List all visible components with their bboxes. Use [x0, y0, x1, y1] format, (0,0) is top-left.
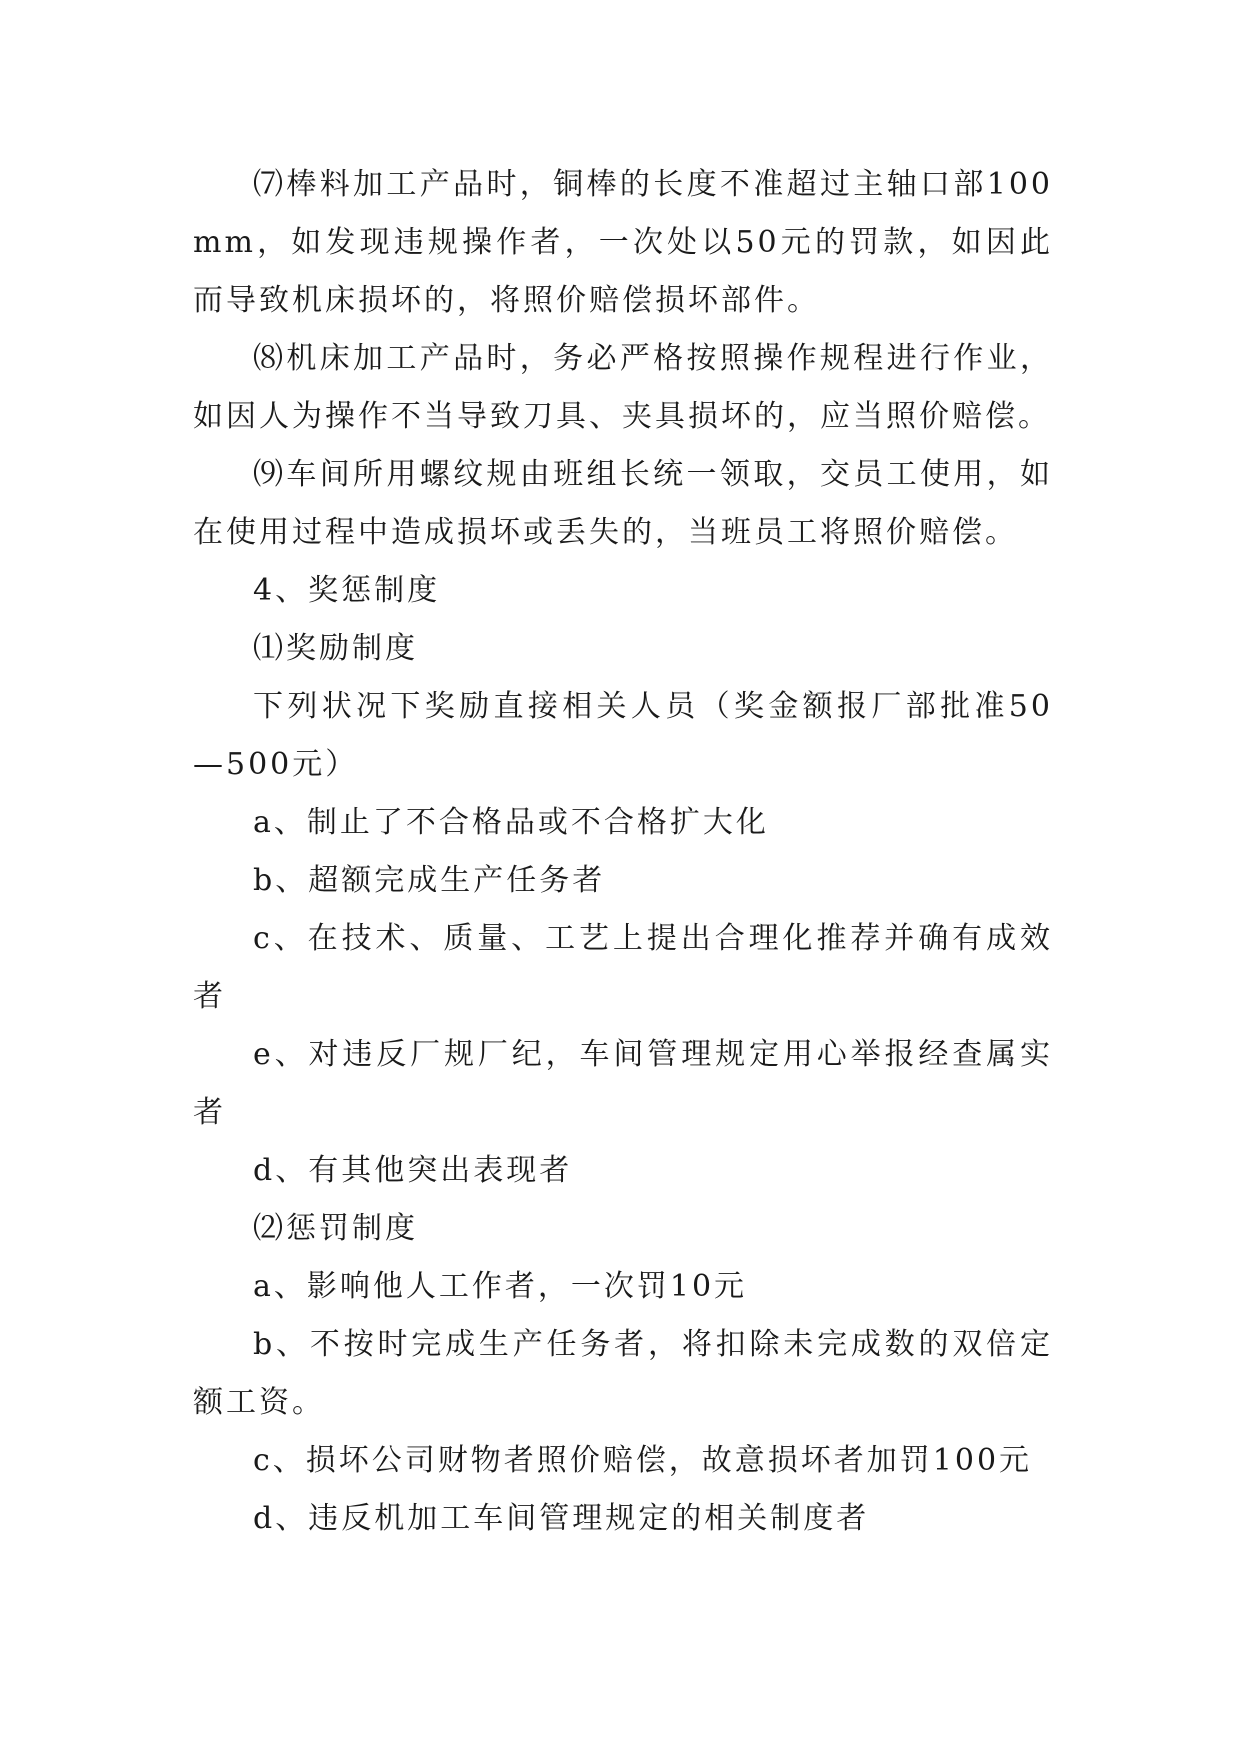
list-item-penalty-b: b、不按时完成生产任务者，将扣除未完成数的双倍定额工资。	[193, 1327, 1053, 1420]
paragraph-rule-9: ⑼车间所用螺纹规由班组长统一领取，交员工使用，如在使用过程中造成损坏或丢失的，当班员工将照价赔偿。	[193, 457, 1053, 550]
list-item-reward-a: a、制止了不合格品或不合格扩大化	[253, 805, 769, 840]
list-item-penalty-a: a、影响他人工作者，一次罚10元	[253, 1269, 748, 1304]
list-item-reward-d: d、有其他突出表现者	[253, 1153, 573, 1188]
list-item-penalty-d: d、违反机加工车间管理规定的相关制度者	[253, 1501, 870, 1536]
subheading-penalty-system: ⑵惩罚制度	[253, 1211, 418, 1246]
section-heading-rewards-penalties: 4、奖惩制度	[253, 573, 441, 608]
paragraph-rule-7: ⑺棒料加工产品时，铜棒的长度不准超过主轴口部100mm，如发现违规操作者，一次处以50元的罚款，如因此而导致机床损坏的，将照价赔偿损坏部件。	[193, 167, 1053, 318]
list-item-reward-b: b、超额完成生产任务者	[253, 863, 606, 898]
list-item-reward-c: c、在技术、质量、工艺上提出合理化推荐并确有成效者	[193, 921, 1053, 1014]
subheading-reward-system: ⑴奖励制度	[253, 631, 418, 666]
paragraph-rule-8: ⑻机床加工产品时，务必严格按照操作规程进行作业，如因人为操作不当导致刀具、夹具损坏的，应当照价赔偿。	[193, 341, 1053, 434]
paragraph-reward-intro: 下列状况下奖励直接相关人员（奖金额报厂部批准50—500元）	[193, 689, 1053, 782]
document-body	[193, 156, 1053, 1548]
list-item-reward-e: e、对违反厂规厂纪，车间管理规定用心举报经查属实者	[193, 1037, 1053, 1130]
list-item-penalty-c: c、损坏公司财物者照价赔偿，故意损坏者加罚100元	[253, 1443, 1033, 1478]
